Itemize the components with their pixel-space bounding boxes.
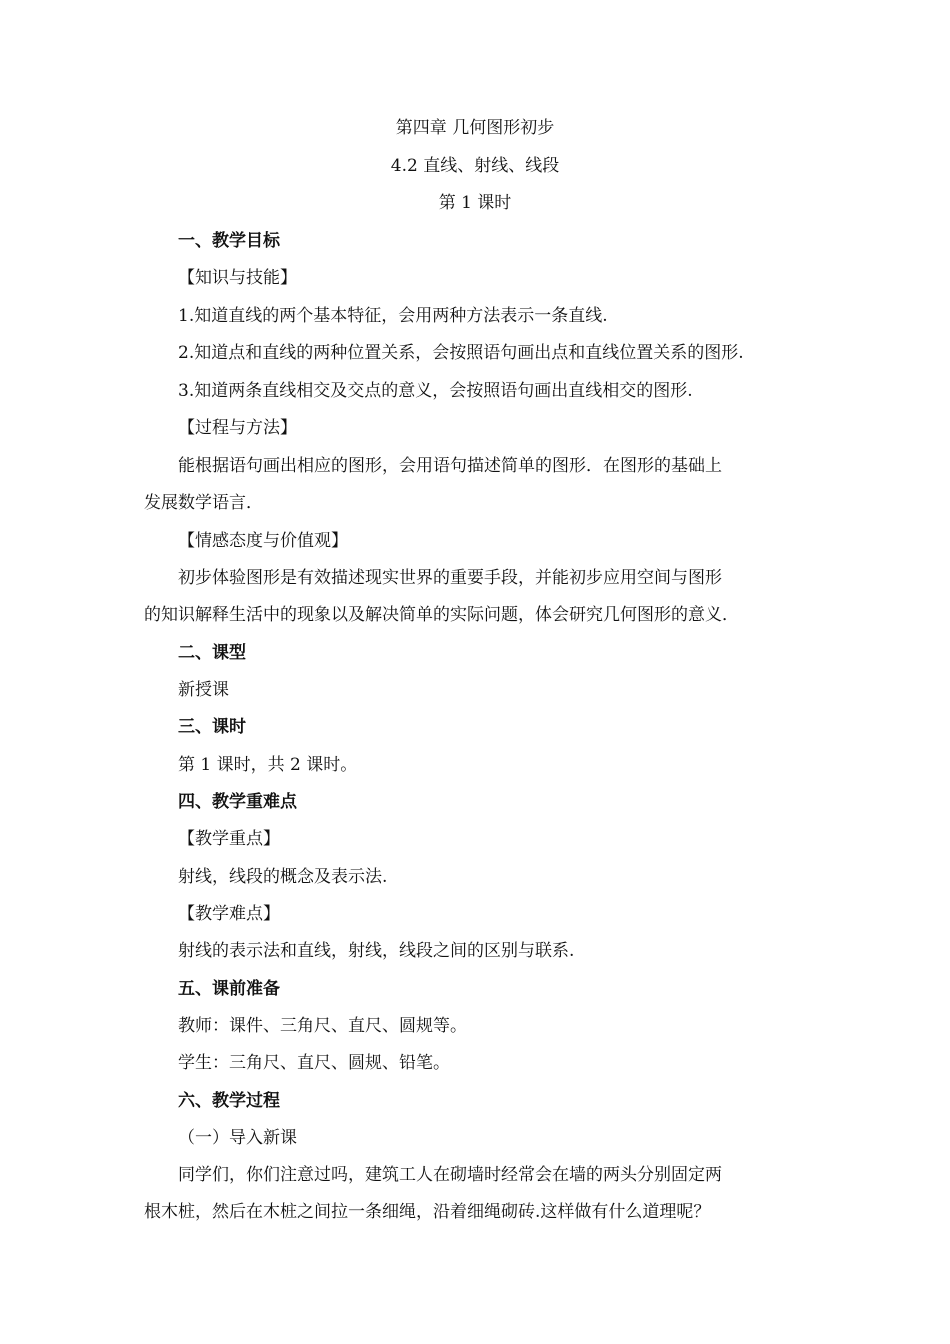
lesson-title: 第 1 课时 xyxy=(438,193,512,213)
preparation-student: 学生：三角尺、直尺、圆规、铅笔。 xyxy=(178,1053,450,1073)
key-points-text: 射线，线段的概念及表示法. xyxy=(178,867,388,887)
heading-teaching-goals: 一、教学目标 xyxy=(178,231,280,251)
subheading-introduction: （一）导入新课 xyxy=(178,1128,297,1148)
chapter-title: 第四章 几何图形初步 xyxy=(395,118,555,138)
label-emotion-values: 【情感态度与价值观】 xyxy=(178,531,348,551)
heading-preparation: 五、课前准备 xyxy=(178,979,280,999)
heading-teaching-process: 六、教学过程 xyxy=(178,1091,280,1111)
preparation-teacher: 教师：课件、三角尺、直尺、圆规等。 xyxy=(178,1016,467,1036)
process-text-line-2: 发展数学语言． xyxy=(144,493,263,513)
label-key-points: 【教学重点】 xyxy=(178,829,280,849)
heading-key-difficult-points: 四、教学重难点 xyxy=(178,792,297,812)
label-process-method: 【过程与方法】 xyxy=(178,418,297,438)
knowledge-item-1: 1.知道直线的两个基本特征，会用两种方法表示一条直线. xyxy=(178,306,608,326)
class-hours-text: 第 1 课时，共 2 课时。 xyxy=(178,755,358,775)
heading-lesson-type: 二、课型 xyxy=(178,643,246,663)
knowledge-item-3: 3.知道两条直线相交及交点的意义，会按照语句画出直线相交的图形. xyxy=(178,381,693,401)
introduction-text-line-2: 根木桩，然后在木桩之间拉一条细绳，沿着细绳砌砖.这样做有什么道理呢？ xyxy=(144,1202,711,1222)
label-difficult-points: 【教学难点】 xyxy=(178,904,280,924)
emotion-text-line-2: 的知识解释生活中的现象以及解决简单的实际问题，体会研究几何图形的意义． xyxy=(144,605,739,625)
knowledge-item-2: 2.知道点和直线的两种位置关系，会按照语句画出点和直线位置关系的图形. xyxy=(178,343,744,363)
process-text-line-1: 能根据语句画出相应的图形，会用语句描述简单的图形．在图形的基础上 xyxy=(178,456,722,476)
difficult-points-text: 射线的表示法和直线，射线，线段之间的区别与联系. xyxy=(178,941,575,961)
lesson-type-text: 新授课 xyxy=(178,680,229,700)
label-knowledge-skills: 【知识与技能】 xyxy=(178,268,297,288)
emotion-text-line-1: 初步体验图形是有效描述现实世界的重要手段，并能初步应用空间与图形 xyxy=(178,568,722,588)
section-title: 4.2 直线、射线、线段 xyxy=(390,156,560,176)
introduction-text-line-1: 同学们，你们注意过吗，建筑工人在砌墙时经常会在墙的两头分别固定两 xyxy=(178,1165,722,1185)
heading-class-hours: 三、课时 xyxy=(178,717,246,737)
